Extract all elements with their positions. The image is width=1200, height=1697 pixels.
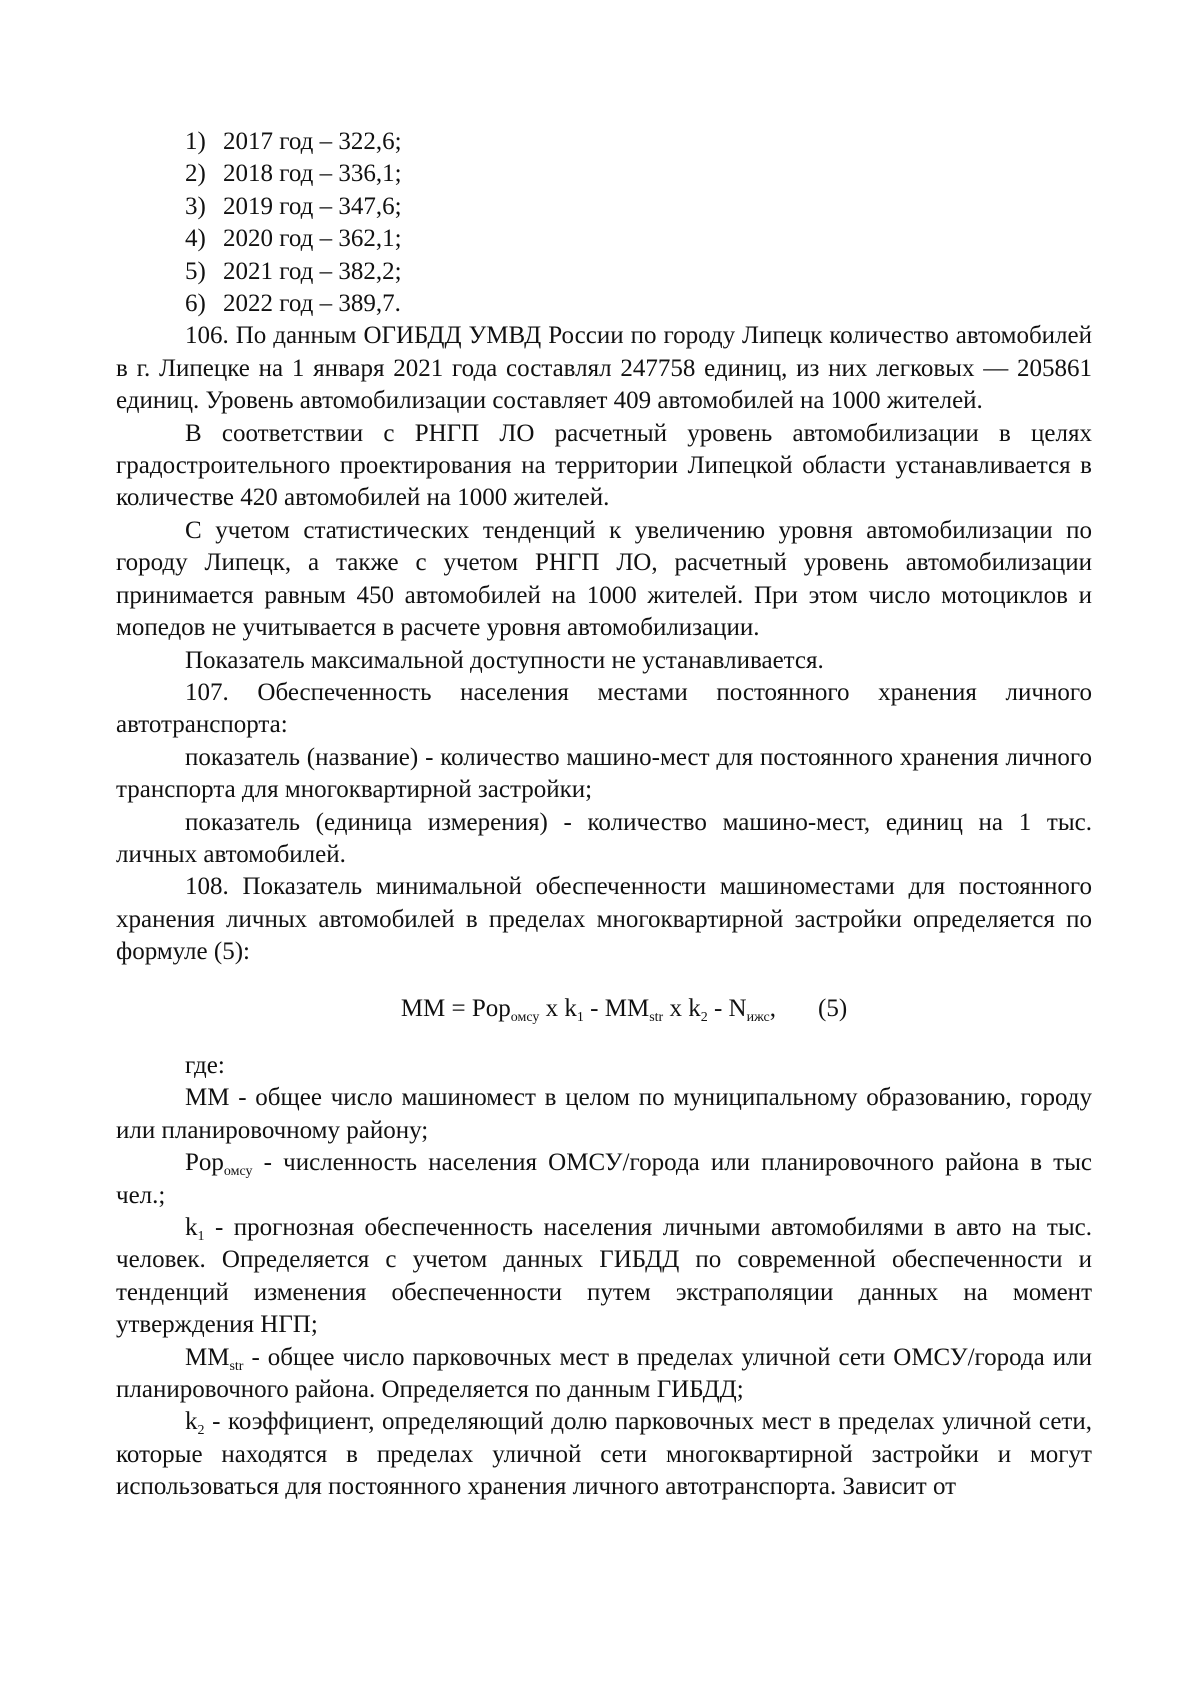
formula-subscript: омсу — [510, 1009, 540, 1025]
definition-subscript: str — [229, 1358, 244, 1374]
definition-pop — [116, 1147, 1092, 1212]
definition-subscript: омсу — [223, 1164, 253, 1180]
definition-text: - прогнозная обеспеченность населения личными автомобилями в авто на тыс. человек. Определяется с учетом данных ГИБДД по современной обеспеченности и тенденций изменения обеспеченности путем экстраполяции данных на момент утверждения НГП; — [116, 1214, 1092, 1339]
formula-subscript: str — [649, 1009, 664, 1025]
list-number: 6) — [185, 290, 206, 318]
formula-number: (5) — [818, 994, 848, 1022]
definition-k1 — [116, 1212, 1092, 1342]
list-item — [116, 158, 1092, 190]
paragraph-statistics: С учетом статистических тенденций к увеличению уровня автомобилизации по городу Липецк, а также с учетом РНГП ЛО, расчетный уровень автомобилизации принимается равным 450 автомобилей на 1000 жителей. При этом число мотоциклов и мопедов не учитывается в расчете уровня автомобилизации. — [116, 516, 1092, 642]
paragraph-where: где: — [185, 1051, 225, 1079]
list-text: 2017 год – 322,6; — [223, 128, 402, 155]
definition-text: - коэффициент, определяющий долю парковочных мест в пределах уличной сети, которые находятся в пределах уличной сети многоквартирной застройки и могут использоваться для постоянного хранения личного автотранспорта. Зависит от — [116, 1408, 1092, 1501]
paragraph-rngp: В соответствии с РНГП ЛО расчетный уровень автомобилизации в целях градостроительного проектирования на территории Липецкой области устанавливается в количестве 420 автомобилей на 1000 жителей. — [116, 419, 1092, 512]
definition-mmstr — [116, 1342, 1092, 1407]
formula-part: - N — [707, 994, 747, 1022]
formula-part: х k — [539, 994, 577, 1022]
list-text: 2019 год – 347,6; — [223, 192, 402, 220]
formula-subscript: ижс — [746, 1009, 770, 1025]
formula-part: , — [769, 994, 776, 1022]
definition-subscript: 2 — [197, 1423, 205, 1439]
definition-text: - численность населения ОМСУ/города или планировочного района в тыс чел.; — [116, 1149, 1092, 1209]
list-number: 5) — [185, 257, 206, 285]
formula-part: х k — [663, 994, 701, 1022]
paragraph-107: 107. Обеспеченность населения местами постоянного хранения личного автотранспорта: — [116, 678, 1092, 739]
definition-symbol: ММ — [185, 1343, 230, 1371]
formula-5 — [116, 993, 1092, 1025]
definition-symbol: k — [185, 1214, 198, 1241]
paragraph-indicator-unit: показатель (единица измерения) - количество машино-мест, единиц на 1 тыс. личных автомобилей. — [116, 808, 1092, 868]
formula-part: - ММ — [583, 994, 650, 1022]
definition-k2 — [116, 1406, 1092, 1503]
list-number: 1) — [185, 128, 206, 155]
list-text: 2018 год – 336,1; — [223, 160, 402, 188]
list-item — [116, 191, 1092, 223]
list-text: 2022 год – 389,7. — [223, 290, 401, 318]
list-number: 2) — [185, 160, 206, 188]
list-item — [116, 126, 1092, 158]
paragraph-106: 106. По данным ОГИБДД УМВД России по городу Липецк количество автомобилей в г. Липецке на 1 января 2021 года составлял 247758 единиц, из них легковых — 205861 единиц. Уровень автомобилизации составляет 409 автомобилей на 1000 жителей. — [116, 322, 1092, 415]
definition-symbol: Pop — [185, 1149, 224, 1177]
list-number: 3) — [185, 192, 206, 220]
formula-subscript: 2 — [700, 1009, 708, 1025]
list-number: 4) — [185, 225, 206, 253]
list-item — [116, 223, 1092, 255]
list-item — [116, 288, 1092, 320]
paragraph-108: 108. Показатель минимальной обеспеченности машиноместами для постоянного хранения личных автомобилей в пределах многоквартирной застройки определяется по формуле (5): — [116, 873, 1092, 966]
definition-symbol: k — [185, 1408, 198, 1436]
definition-mm: ММ - общее число машиномест в целом по муниципальному образованию, городу или планировочному району; — [116, 1084, 1092, 1144]
definition-subscript: 1 — [197, 1229, 205, 1244]
formula-subscript: 1 — [576, 1009, 584, 1025]
year-list — [116, 126, 1092, 320]
formula-part: ММ = Pop — [400, 994, 511, 1022]
definition-text: - общее число парковочных мест в пределах уличной сети ОМСУ/города или планировочного района. Определяется по данным ГИБДД; — [116, 1343, 1092, 1404]
page-content — [116, 126, 1092, 1504]
list-item — [116, 256, 1092, 288]
list-text: 2021 год – 382,2; — [223, 257, 402, 285]
paragraph-indicator-name: показатель (название) - количество машино-мест для постоянного хранения личного транспорта для многоквартирной застройки; — [116, 743, 1092, 804]
list-text: 2020 год – 362,1; — [223, 225, 402, 253]
paragraph-max-accessibility: Показатель максимальной доступности не устанавливается. — [185, 646, 824, 674]
